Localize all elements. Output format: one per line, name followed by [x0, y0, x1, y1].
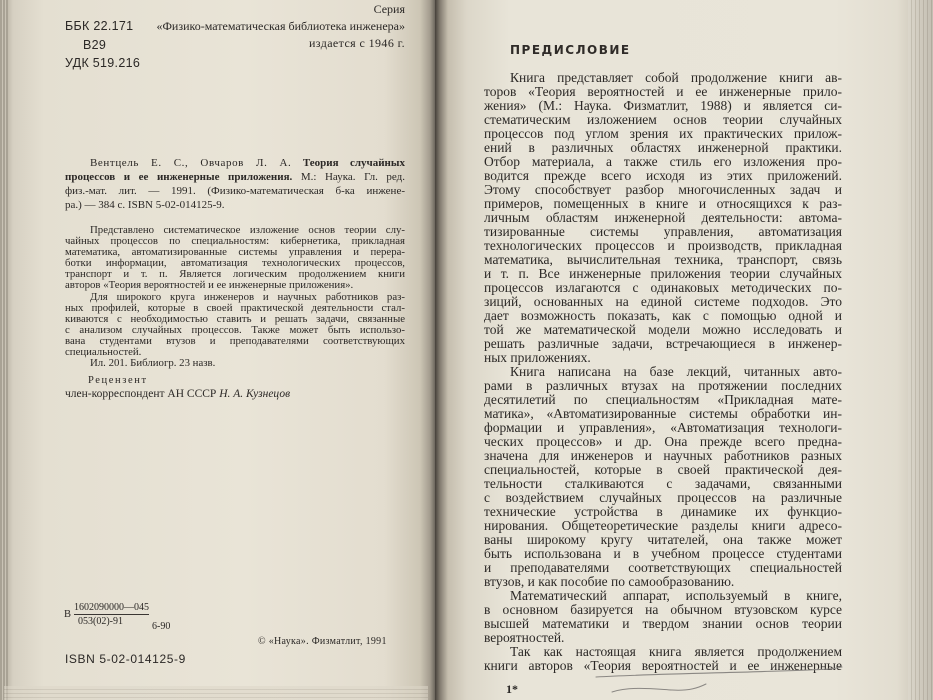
text-line: книги авторов «Теория вероятностей и ее инженерные — [484, 658, 842, 673]
signature-mark: 1* — [506, 682, 518, 696]
text-line: ческих процессов» и др. Она прежде всего предна- — [484, 434, 842, 449]
text-line: зиций, основанных на единой системе подходов. Это — [484, 294, 842, 309]
copyright: © «Наука». Физматлит, 1991 — [258, 636, 387, 647]
text-line: математика, автоматизированные системы управления и перера- — [65, 246, 405, 259]
text-line: значена для инженеров и научных работников разных — [484, 448, 842, 463]
text-line: формации и управления», «Автоматизация технологи- — [484, 420, 842, 435]
citation-authors: Вентцель Е. С., Овчаров Л. А. — [90, 157, 292, 169]
page-edges-right — [908, 0, 933, 700]
text-line: высшей математики и твердом знании основ теории — [484, 616, 842, 631]
paragraph — [484, 589, 842, 645]
reviewer-title: член-корреспондент АН СССР — [65, 388, 217, 400]
text-line: ных профилей, которые в своей практической деятельности стал- — [65, 301, 405, 314]
text-line: ений в различных областях инженерной практики. — [484, 140, 842, 155]
citation-title-part2: процессов и ее инженерные приложения. — [65, 171, 293, 183]
publisher-code-suffix: 6-90 — [152, 621, 171, 632]
text-line: технические устройства в динамике их функцио- — [484, 504, 842, 519]
citation-line — [65, 156, 405, 170]
publisher-code-numerator: 1602090000—045 — [74, 602, 149, 613]
text-line: втузов, и как пособие по самообразованию. — [484, 574, 735, 589]
text-line: жения» (М.: Наука. Физматлит, 1988) и является си- — [484, 98, 842, 113]
page-title: ПРЕДИСЛОВИЕ — [510, 43, 631, 57]
text-line: процессов излагаются с одинаковых методических по- — [484, 280, 842, 295]
text-line: тельности сталкиваются с задачами, связанными — [484, 476, 842, 491]
text-line: Отбор материала, а также стиль его изложения про- — [484, 154, 842, 169]
text-line: и т. п. Все инженерные приложения теории случайных — [484, 266, 842, 281]
page-edges-left — [0, 0, 8, 700]
text-line: вероятностей. — [484, 630, 565, 645]
author-code: В29 — [83, 37, 107, 52]
text-line: специальностей. — [65, 346, 142, 359]
citation-publisher: М.: Наука. Гл. ред. — [300, 171, 405, 183]
text-line: Представлено систематическое изложение основ теории слу- — [90, 224, 405, 236]
citation-line — [65, 170, 405, 184]
text-line: той же математической модели можно исследовать и — [484, 322, 842, 337]
text-line: матика», «Автоматизированные системы обработки ин- — [484, 406, 842, 421]
text-line: Математический аппарат, используемый в книге, — [510, 588, 842, 603]
publisher-code-denominator: 053(02)-91 — [78, 616, 123, 627]
text-line: чайных процессов по специальностям: кибернетика, прикладная — [65, 235, 405, 248]
text-line: вана студентами втузов и преподавателями соответствующих — [65, 334, 405, 347]
text-line: примеров, помещенных в книге и относящихся к раз- — [484, 196, 842, 211]
text-line: личным областям инженерной деятельности: автома- — [484, 210, 842, 225]
text-line: Этому способствует разбор многочисленных задач и — [484, 182, 842, 197]
text-line: с воздействием случайных процессов на различные — [484, 490, 842, 505]
text-line: рами в различных втузах на протяжении последних — [484, 378, 842, 393]
text-line: в основном базируется на обычном втузовском курсе — [484, 602, 842, 617]
bibliographic-citation — [65, 156, 405, 212]
isbn: ISBN 5-02-014125-9 — [65, 652, 186, 666]
reviewer-label: Рецензент — [88, 375, 148, 386]
text-line: Так как настоящая книга является продолжением — [510, 644, 842, 659]
text-line: специальностей, которые в своей практической дея- — [484, 462, 842, 477]
text-line: транспорт и т. п. Является логическим продолжением книги — [65, 268, 405, 281]
preface-text — [484, 71, 842, 673]
paragraph — [484, 365, 842, 589]
text-line: нирования. Общетеоретические разделы книги адресо- — [484, 518, 842, 533]
page-edges-bottom — [4, 686, 428, 700]
bbk-code: ББК 22.171 — [65, 19, 134, 33]
citation-line: ра.) — 384 с. ISBN 5-02-014125-9. — [65, 199, 225, 211]
series-info — [140, 1, 405, 52]
text-line: ных приложениях. — [484, 350, 591, 365]
text-line: десятилетий по специальностям «Прикладная мате- — [484, 392, 842, 407]
text-line: тизированные системы управления, автоматизация — [484, 224, 842, 239]
series-since: издается с 1946 г. — [308, 36, 405, 50]
text-line: водится прежде всего исходя из этих приложений. — [484, 168, 842, 183]
text-line: Книга представляет собой продолжение книги ав- — [510, 70, 842, 85]
series-name: «Физико-математическая библиотека инженера» — [156, 19, 405, 33]
reviewer-name: Н. А. Кузнецов — [219, 388, 291, 400]
text-line: решать различные задачи, встречающиеся в инженер- — [484, 336, 842, 351]
paragraph — [65, 225, 405, 292]
text-line: процессов под углом зрения их практических прилож- — [484, 126, 842, 141]
text-line: математика, вычислительная техника, транспорт, связь — [484, 252, 842, 267]
text-line: Книга написана на базе лекций, читанных авто- — [510, 364, 842, 379]
paragraph — [484, 645, 842, 673]
text-line: киваются с необходимостью ставить и решать задачи, связанные — [65, 312, 405, 325]
text-line: быть использована и в учебном процессе студентами — [484, 546, 842, 561]
publisher-code-prefix: В — [64, 609, 72, 620]
text-line: дает возможность показать, как с помощью одной и — [484, 308, 842, 323]
reviewer — [65, 388, 290, 400]
text-line: торов «Теория вероятностей и ее инженерные прило- — [484, 84, 842, 99]
abstract — [65, 225, 405, 358]
text-line: стематическим изложением основ теории случайных — [484, 112, 842, 127]
paragraph — [484, 71, 842, 365]
text-line: ботки информации, автоматизация технологических процессов, — [65, 257, 405, 270]
citation-title-part1: Теория случайных — [302, 157, 405, 169]
paragraph — [65, 292, 405, 359]
text-line: с анализом случайных процессов. Также может быть использо- — [65, 323, 405, 336]
text-line: технологических процессов и производств, прикладная — [484, 238, 842, 253]
udk-code: УДК 519.216 — [65, 56, 141, 70]
citation-line: физ.-мат. лит. — 1991. (Физико-математическая б-ка инжене- — [65, 185, 405, 197]
text-line: и преподавателями соответствующих специальностей — [484, 560, 842, 575]
text-line: Для широкого круга инженеров и научных работников раз- — [90, 290, 405, 303]
series-label: Серия — [373, 2, 405, 16]
text-line: ваны широкому кругу читателей, она также может — [484, 532, 842, 547]
classification-codes — [65, 17, 140, 73]
illustrations-note: Ил. 201. Библиогр. 23 назв. — [90, 357, 216, 369]
text-line: авторов «Теория вероятностей и ее инженерные приложения». — [65, 279, 354, 292]
